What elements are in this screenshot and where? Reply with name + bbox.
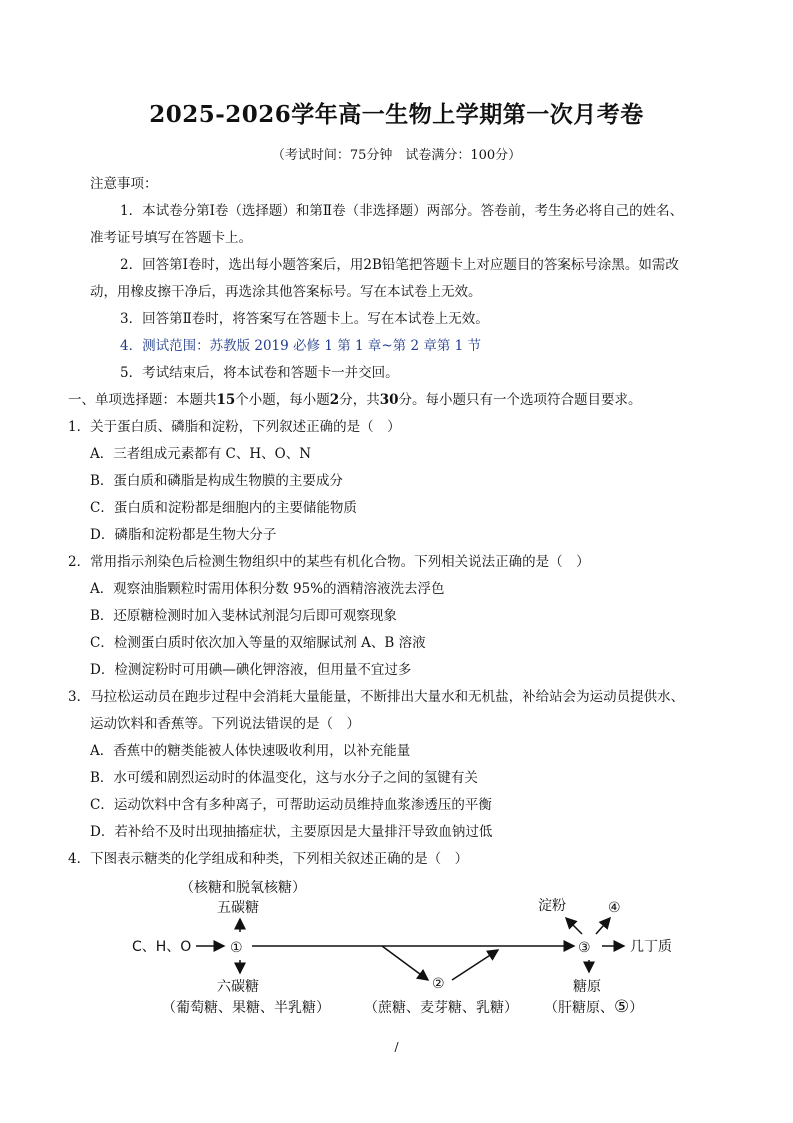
- question-4-stem: 4．下图表示糖类的化学组成和种类，下列相关叙述正确的是（ ）: [68, 851, 469, 867]
- chitin-label: 几丁质: [630, 939, 672, 955]
- note-2: 2．回答第Ⅰ卷时，选出每小题答案后，用2B铅笔把答题卡上对应题目的答案标号涂黑。如需改: [120, 257, 679, 273]
- note-5: 5．考试结束后，将本试卷和答题卡一并交回。: [120, 365, 399, 381]
- question-1-option-c: C．蛋白质和淀粉都是细胞内的主要储能物质: [90, 500, 357, 516]
- arrow-to-node-2: [382, 946, 428, 980]
- starch-label: 淀粉: [538, 898, 566, 914]
- question-2-option-c: C．检测蛋白质时依次加入等量的双缩脲试剂 A、B 溶液: [90, 635, 426, 651]
- section-1-header: [68, 388, 642, 408]
- page-title: 2025-2026学年高一生物上学期第一次月考卷: [149, 101, 644, 128]
- note-1-cont: 准考证号填写在答题卡上。: [90, 230, 252, 246]
- page-number-mark: /: [394, 1040, 399, 1054]
- node-1-marker: ①: [230, 940, 243, 956]
- node-2-marker: ②: [432, 976, 445, 992]
- node-4-marker: ④: [608, 900, 621, 916]
- arrow-to-starch: [566, 918, 582, 934]
- section-1-points: 2: [329, 392, 340, 408]
- section-1-label-a: 一、单项选择题：本题共: [68, 392, 217, 408]
- question-3-stem: 3．马拉松运动员在跑步过程中会消耗大量能量，不断排出大量水和无机盐，补给站会为运动员提供水、: [68, 689, 685, 705]
- hexose-label: 六碳糖: [217, 979, 259, 995]
- hexose-note: （葡萄糖、果糖、半乳糖）: [162, 1000, 330, 1016]
- question-3-option-b: B．水可缓和剧烈运动时的体温变化，这与水分子之间的氢键有关: [90, 770, 478, 786]
- node-3-marker: ③: [578, 940, 591, 956]
- note-4-scope: 4．测试范围：苏教版 2019 必修 1 第 1 章~第 2 章第 1 节: [120, 338, 482, 354]
- question-3-option-a: A．香蕉中的糖类能被人体快速吸收利用，以补充能量: [90, 743, 411, 759]
- question-2-option-a: A．观察油脂颗粒时需用体积分数 95%的酒精溶液洗去浮色: [90, 581, 445, 597]
- question-1-option-d: D．磷脂和淀粉都是生物大分子: [90, 527, 277, 543]
- notes-heading: 注意事项：: [90, 176, 158, 192]
- question-2-option-b: B．还原糖检测时加入斐林试剂混匀后即可观察现象: [90, 608, 397, 624]
- question-1-option-a: A．三者组成元素都有 C、H、O、N: [90, 446, 312, 462]
- section-1-count: 15: [216, 392, 236, 408]
- arrow-from-node-2: [452, 950, 498, 980]
- note-2-cont: 动，用橡皮擦干净后，再选涂其他答案标号。写在本试卷上无效。: [90, 284, 482, 300]
- glycogen-label: 糖原: [573, 979, 601, 995]
- question-3-option-d: D．若补给不及时出现抽搐症状，主要原因是大量排汗导致血钠过低: [90, 824, 493, 840]
- glycogen-note-suffix: ）: [629, 1000, 644, 1016]
- pentose-label: 五碳糖: [217, 900, 259, 916]
- question-3-stem-cont: 运动饮料和香蕉等。下列说法错误的是（ ）: [90, 716, 360, 732]
- glycogen-note: [544, 997, 643, 1017]
- section-1-label-b: 个小题，每小题: [235, 392, 330, 408]
- section-1-label-d: 分。每小题只有一个选项符合题目要求。: [398, 392, 642, 408]
- question-2-stem: 2．常用指示剂染色后检测生物组织中的某些有机化合物。下列相关说法正确的是（ ）: [68, 554, 590, 570]
- node-5-marker: ⑤: [614, 997, 630, 1017]
- question-1-option-b: B．蛋白质和磷脂是构成生物膜的主要成分: [90, 473, 343, 489]
- arrow-to-node-4: [596, 918, 610, 934]
- elements-label: C、H、O: [132, 939, 192, 955]
- section-1-label-c: 分，共: [339, 392, 380, 408]
- question-1-stem: 1．关于蛋白质、磷脂和淀粉，下列叙述正确的是（ ）: [68, 419, 401, 435]
- section-1-total: 30: [379, 392, 399, 408]
- glycogen-note-prefix: （肝糖原、: [544, 1000, 614, 1016]
- question-3-option-c: C．运动饮料中含有多种离子，可帮助运动员维持血浆渗透压的平衡: [90, 797, 492, 813]
- note-1: 1．本试卷分第Ⅰ卷（选择题）和第Ⅱ卷（非选择题）两部分。答卷前，考生务必将自己的姓名、: [120, 203, 684, 219]
- exam-info: （考试时间：75分钟 试卷满分：100分）: [271, 148, 522, 163]
- note-3: 3．回答第Ⅱ卷时，将答案写在答题卡上。写在本试卷上无效。: [120, 311, 489, 327]
- disaccharide-note: （蔗糖、麦芽糖、乳糖）: [364, 1000, 518, 1016]
- question-2-option-d: D．检测淀粉时可用碘—碘化钾溶液，但用量不宜过多: [90, 662, 412, 678]
- carbohydrate-diagram: [120, 872, 700, 1022]
- pentose-note: （核糖和脱氧核糖）: [180, 880, 306, 896]
